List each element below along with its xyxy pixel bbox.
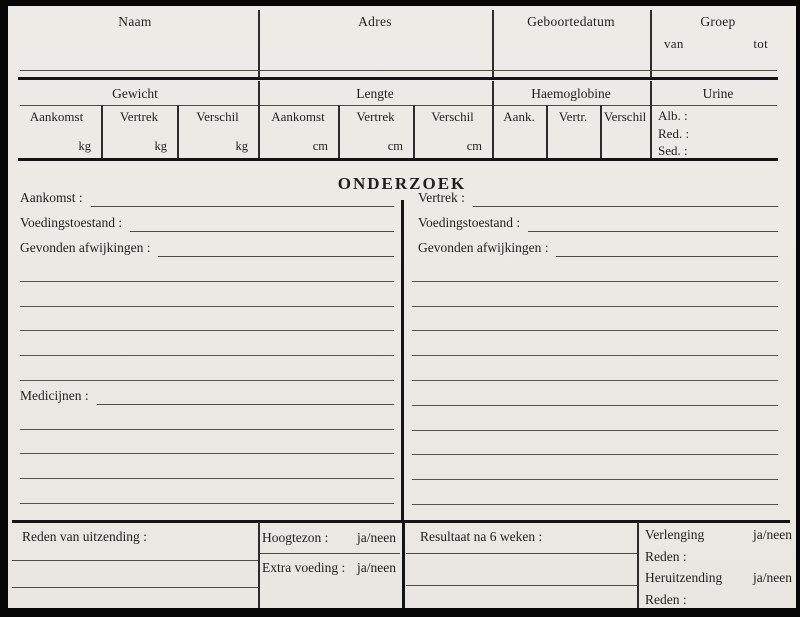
gewicht-vertrek-cell: [101, 105, 177, 158]
col-label: Verschil: [603, 109, 647, 124]
write-line: [412, 282, 778, 307]
voedingstoestand-row: [412, 207, 778, 232]
table-subdivider: [177, 105, 179, 158]
table-subdivider: [338, 105, 340, 158]
urine-sed-label: Sed. :: [658, 143, 688, 158]
write-line: [12, 587, 258, 588]
haemoglobine-header: Haemoglobine: [531, 86, 611, 101]
col-label: Vertrek: [119, 109, 159, 124]
section-rule: [18, 77, 778, 80]
lengte-verschil-cell: [413, 105, 492, 158]
table-divider: [650, 81, 652, 158]
verlenging-reden-label: Reden :: [645, 549, 687, 564]
write-line: [406, 585, 637, 586]
write-line: [412, 431, 778, 456]
table-subdivider: [546, 105, 548, 158]
write-line: [473, 201, 778, 207]
urine-header: Urine: [702, 86, 734, 101]
header-divider: [258, 10, 260, 78]
table-subdivider: [600, 105, 602, 158]
groep-tot-label: tot: [753, 36, 768, 51]
col-label: Aank.: [503, 109, 535, 124]
gewicht-verschil-cell: [177, 105, 258, 158]
write-line: [97, 399, 394, 405]
aankomst-label: Aankomst :: [20, 190, 83, 205]
hoogtezon-row: [262, 530, 396, 546]
write-line: [412, 356, 778, 381]
field-adres-label: Adres: [358, 14, 392, 29]
write-line: [20, 430, 394, 455]
heruitzending-value: ja/neen: [753, 570, 792, 585]
lengte-vertrek-cell: [338, 105, 413, 158]
write-line: [20, 257, 394, 282]
gevonden-afwijkingen-row: [20, 232, 394, 257]
onderzoek-title: ONDERZOEK: [337, 174, 467, 193]
voedingstoestand-label: Voedingstoestand :: [418, 215, 521, 230]
gevonden-afwijkingen-label: Gevonden afwijkingen :: [418, 240, 549, 255]
write-line: [20, 454, 394, 479]
write-line: [260, 553, 400, 554]
write-line: [412, 331, 778, 356]
col-label: Vertrek: [356, 109, 395, 124]
onderzoek-center-divider: [401, 200, 404, 520]
voedingstoestand-label: Voedingstoestand :: [20, 215, 123, 230]
table-subdivider: [101, 105, 103, 158]
write-line: [20, 479, 394, 504]
lengte-aankomst-cell: [258, 105, 338, 158]
gevonden-afwijkingen-row: [412, 232, 778, 257]
write-line: [20, 282, 394, 307]
hoogtezon-label: Hoogtezon :: [262, 530, 329, 545]
unit-label: cm: [466, 139, 482, 153]
gewicht-aankomst-cell: [12, 105, 101, 158]
section-rule: [12, 520, 790, 523]
extra-voeding-value: ja/neen: [357, 560, 396, 575]
urine-cell: [658, 107, 689, 160]
haemoglobine-verschil-cell: [600, 105, 650, 158]
verlenging-value: ja/neen: [753, 527, 792, 542]
vertrek-label: Vertrek :: [418, 190, 465, 205]
heruitzending-reden-label: Reden :: [645, 592, 687, 607]
write-line: [412, 381, 778, 406]
table-divider: [492, 81, 494, 158]
write-line: [528, 226, 778, 232]
urine-red-label: Red. :: [658, 125, 690, 141]
unit-label: cm: [312, 139, 328, 153]
write-line: [412, 406, 778, 431]
groep-title: Groep: [700, 14, 736, 29]
form-paper: [8, 6, 796, 608]
header-divider: [492, 10, 494, 78]
extra-voeding-row: [262, 560, 396, 576]
unit-label: cm: [387, 139, 403, 153]
field-naam-label: Naam: [118, 14, 152, 29]
write-line: [20, 70, 777, 71]
table-subdivider: [413, 105, 415, 158]
field-groep-label: [650, 14, 786, 52]
section-rule: [18, 158, 778, 161]
hoogtezon-value: ja/neen: [357, 530, 396, 545]
field-geboortedatum-label: Geboortedatum: [527, 14, 615, 29]
write-line: [412, 455, 778, 480]
reden-van-uitzending-label: Reden van uitzending :: [22, 529, 147, 544]
table-divider: [258, 81, 260, 158]
write-line: [20, 405, 394, 430]
verlenging-label: Verlenging: [645, 527, 705, 542]
write-line: [91, 201, 394, 207]
haemoglobine-vertr-cell: [546, 105, 600, 158]
write-line: [412, 307, 778, 332]
extra-voeding-label: Extra voeding :: [262, 560, 346, 575]
medicijnen-row: [20, 381, 394, 405]
write-line: [406, 553, 637, 554]
write-line: [20, 356, 394, 381]
col-label: Aankomst: [29, 109, 84, 124]
vertrek-row: [412, 182, 778, 207]
header-divider: [650, 10, 652, 78]
write-line: [556, 251, 778, 257]
voedingstoestand-row: [20, 207, 394, 232]
footer-divider: [637, 522, 639, 608]
write-line: [412, 257, 778, 282]
heruitzending-row: [645, 570, 792, 586]
groep-van-label: van: [664, 36, 684, 51]
verlenging-row: [645, 527, 792, 543]
write-line: [130, 226, 394, 232]
urine-alb-label: Alb. :: [658, 108, 688, 123]
write-line: [20, 331, 394, 356]
onderzoek-left-column: [20, 182, 394, 504]
onderzoek-right-column: [412, 182, 778, 505]
gewicht-header: Gewicht: [112, 86, 158, 101]
gevonden-afwijkingen-label: Gevonden afwijkingen :: [20, 240, 151, 255]
aankomst-row: [20, 182, 394, 207]
unit-label: kg: [78, 139, 91, 153]
col-label: Vertr.: [558, 109, 588, 124]
resultaat-label: Resultaat na 6 weken :: [420, 529, 543, 544]
footer-divider: [258, 522, 260, 608]
medicijnen-label: Medicijnen :: [20, 387, 89, 403]
write-line: [20, 307, 394, 332]
write-line: [412, 480, 778, 505]
write-line: [158, 251, 394, 257]
write-line: [12, 560, 258, 561]
lengte-header: Lengte: [356, 86, 394, 101]
footer-divider: [402, 522, 405, 608]
col-label: Aankomst: [271, 109, 325, 124]
unit-label: kg: [154, 139, 167, 153]
col-label: Verschil: [431, 109, 474, 124]
unit-label: kg: [235, 139, 248, 153]
heruitzending-label: Heruitzending: [645, 570, 723, 585]
col-label: Verschil: [196, 109, 239, 124]
haemoglobine-aank-cell: [492, 105, 546, 158]
